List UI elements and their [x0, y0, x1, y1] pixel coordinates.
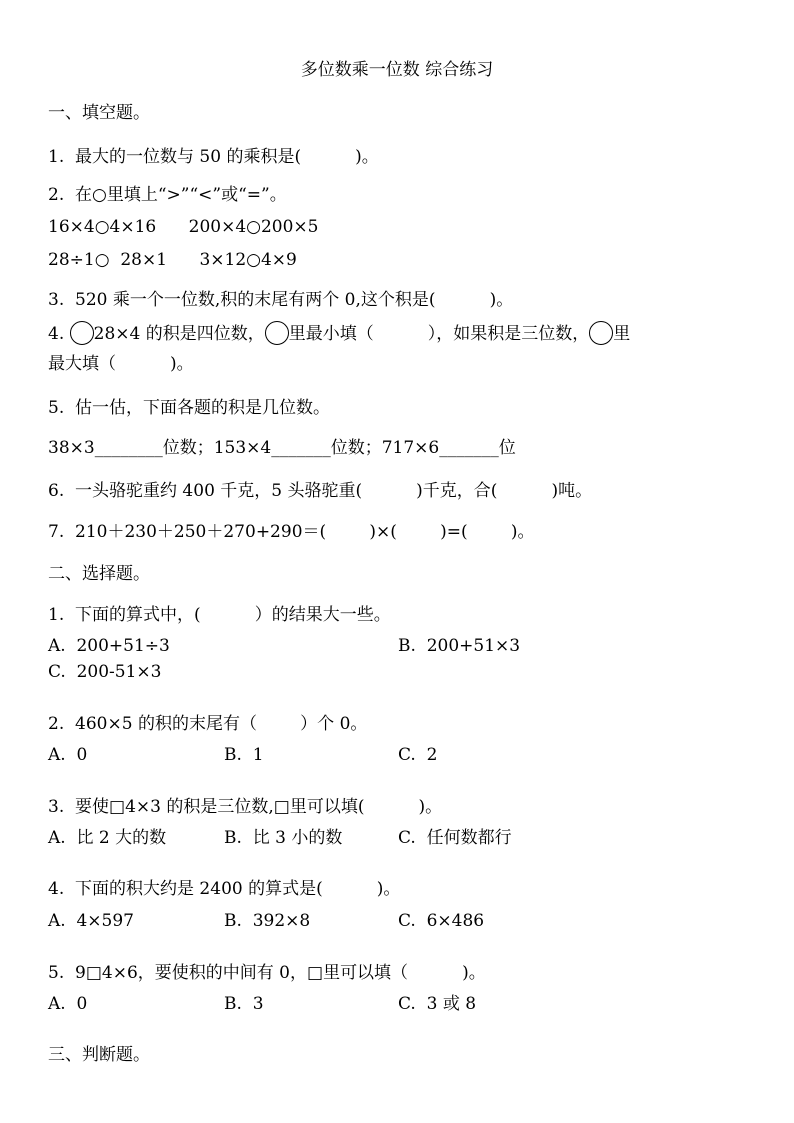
choice-4-option-b: B. 392×8 — [224, 911, 311, 931]
fill-question-7: 7. 210＋230＋250＋270+290＝( )×( )=( )。 — [48, 522, 535, 542]
fill-question-4-line-2: 最大填（ )。 — [48, 354, 194, 374]
choice-1-option-a: A. 200+51÷3 — [48, 636, 170, 656]
choice-3-option-c: C. 任何数都行 — [398, 828, 512, 848]
fill-question-1: 1. 最大的一位数与 50 的乘积是( )。 — [48, 147, 379, 167]
fill-question-4-line-1 — [48, 321, 630, 346]
choice-4-option-c: C. 6×486 — [398, 911, 485, 931]
choice-question-5: 5. 9□4×6，要使积的中间有 0，□里可以填（ )。 — [48, 963, 486, 983]
choice-question-3: 3. 要使□4×3 的积是三位数,□里可以填( )。 — [48, 797, 443, 817]
choice-question-2: 2. 460×5 的积的末尾有（ ）个 0。 — [48, 714, 368, 734]
choice-5-option-c: C. 3 或 8 — [398, 994, 477, 1014]
section-heading-choice: 二、选择题。 — [48, 564, 150, 584]
fill-question-6: 6. 一头骆驼重约 400 千克，5 头骆驼重( )千克，合( )吨。 — [48, 481, 593, 501]
choice-question-4: 4. 下面的积大约是 2400 的算式是( )。 — [48, 879, 401, 899]
choice-2-option-c: C. 2 — [398, 745, 438, 765]
blank-circle-icon — [589, 321, 613, 345]
choice-3-option-b: B. 比 3 小的数 — [224, 828, 343, 848]
choice-2-option-b: B. 1 — [224, 745, 264, 765]
page-title: 多位数乘一位数 综合练习 — [300, 60, 494, 80]
choice-5-option-a: A. 0 — [48, 994, 88, 1014]
choice-1-option-c: C. 200-51×3 — [48, 662, 162, 682]
choice-4-option-a: A. 4×597 — [48, 911, 134, 931]
fill-question-2-row-b: 28÷1○ 28×1 3×12○4×9 — [48, 250, 297, 270]
section-heading-judge: 三、判断题。 — [48, 1045, 150, 1065]
fill-question-4-part-a: 28×4 的积是四位数， — [93, 324, 265, 344]
fill-question-2-row-a: 16×4○4×16 200×4○200×5 — [48, 217, 319, 237]
section-heading-fill: 一、填空题。 — [48, 103, 150, 123]
fill-question-2: 2. 在○里填上“>”“<”或“=”。 — [48, 185, 287, 205]
fill-question-4-part-b: 里最小填（ ），如果积是三位数， — [288, 324, 590, 344]
choice-question-1: 1. 下面的算式中，( ）的结果大一些。 — [48, 605, 391, 625]
choice-5-option-b: B. 3 — [224, 994, 264, 1014]
choice-2-option-a: A. 0 — [48, 745, 88, 765]
fill-question-3: 3. 520 乘一个一位数,积的末尾有两个 0,这个积是( )。 — [48, 290, 514, 310]
fill-question-5: 5. 估一估，下面各题的积是几位数。 — [48, 398, 331, 418]
fill-question-4-part-c: 里 — [613, 324, 631, 344]
blank-circle-icon — [70, 321, 94, 345]
blank-circle-icon — [265, 321, 289, 345]
fill-question-5-row: 38×3________位数；153×4_______位数；717×6_______位 — [48, 438, 516, 458]
question-number: 4. — [48, 324, 70, 344]
choice-1-option-b: B. 200+51×3 — [398, 636, 521, 656]
choice-3-option-a: A. 比 2 大的数 — [48, 828, 167, 848]
